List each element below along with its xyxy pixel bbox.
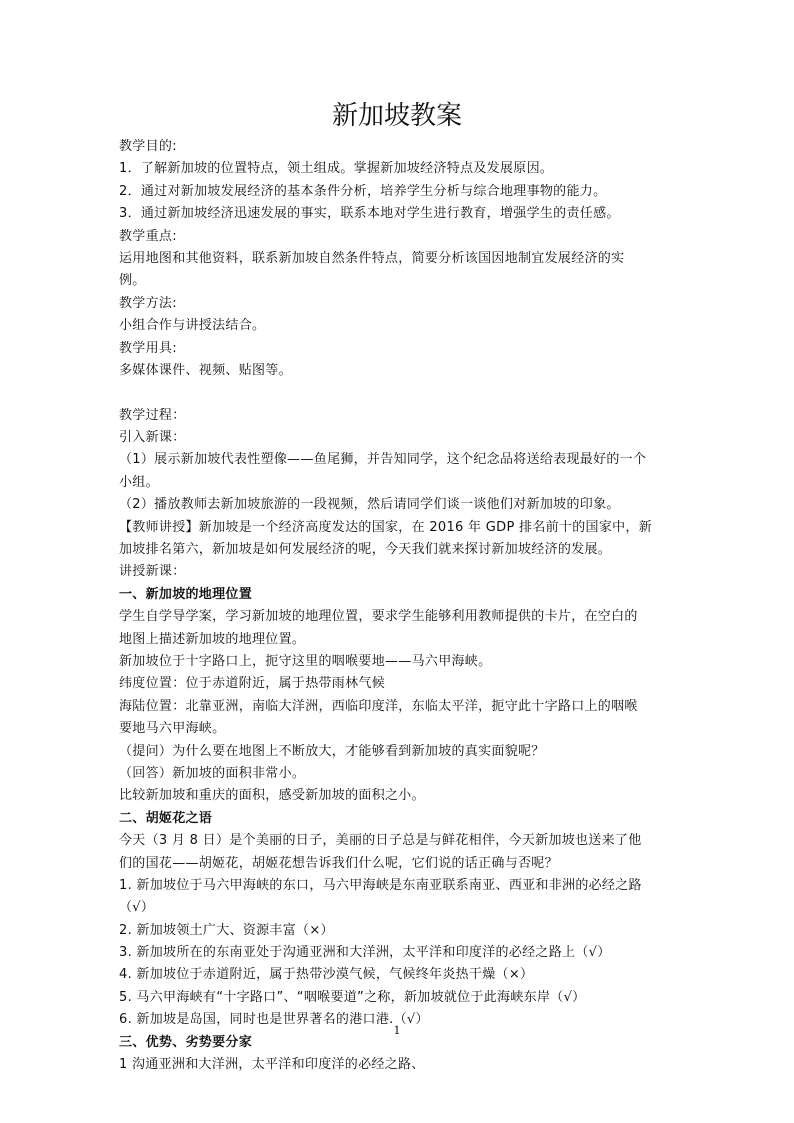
orchid-intro-line-2: 们的国花——胡姬花，胡姬花想告诉我们什么呢，它们说的话正确与否呢？ <box>119 855 558 871</box>
latitude-position: 纬度位置：位于赤道附近，属于热带雨林气候 <box>119 676 386 692</box>
answer-text: （回答）新加坡的面积非常小。 <box>119 765 306 781</box>
intro-label: 引入新课： <box>119 430 186 446</box>
advantage-1: 1 沟通亚洲和大洋洲，太平洋和印度洋的必经之路、 <box>119 1057 425 1073</box>
location-text-line-2: 地图上描述新加坡的地理位置。 <box>119 631 306 647</box>
heading-geographic-location: 一、新加坡的地理位置 <box>119 586 253 602</box>
section-label-objectives: 教学目的: <box>119 139 177 154</box>
document-body <box>119 136 679 1076</box>
objective-1: 1．了解新加坡的位置特点，领土组成。掌握新加坡经济特点及发展原因。 <box>119 161 554 177</box>
section-label-process: 教学过程： <box>119 407 186 423</box>
key-points-line-1: 运用地图和其他资料，联系新加坡自然条件特点，简要分析该国因地制宜发展经济的实 <box>119 250 625 266</box>
methods-text: 小组合作与讲授法结合。 <box>119 318 266 334</box>
tools-text: 多媒体课件、视频、贴图等。 <box>119 362 292 378</box>
objective-3: 3．通过新加坡经济迅速发展的事实，联系本地对学生进行教育，增强学生的责任感。 <box>119 206 620 222</box>
blank-line <box>119 382 679 404</box>
section-label-tools: 教学用具: <box>119 340 177 356</box>
statement-1-line-2: （√） <box>119 900 155 916</box>
question-text: （提问）为什么要在地图上不断放大，才能够看到新加坡的真实面貌呢？ <box>119 743 545 759</box>
teacher-lecture-line-2: 加坡排名第六，新加坡是如何发展经济的呢，今天我们就来探讨新加坡经济的发展。 <box>119 542 612 558</box>
location-text-line-3: 新加坡位于十字路口上，扼守这里的咽喉要地——马六甲海峡。 <box>119 653 492 669</box>
location-text-line-1: 学生自学导学案，学习新加坡的地理位置，要求学生能够利用教师提供的卡片，在空白的 <box>119 609 638 625</box>
land-sea-position-line-2: 要地马六甲海峡。 <box>119 721 226 737</box>
intro-step-2: （2）播放教师去新加坡旅游的一段视频，然后请同学们谈一谈他们对新加坡的印象。 <box>119 497 620 513</box>
document-title: 新加坡教案 <box>331 101 462 131</box>
objective-2: 2．通过对新加坡发展经济的基本条件分析，培养学生分析与综合地理事物的能力。 <box>119 183 607 199</box>
land-sea-position-line-1: 海陆位置：北靠亚洲，南临大洋洲，西临印度洋，东临太平洋，扼守此十字路口上的咽喉 <box>119 698 638 714</box>
key-points-line-2: 例。 <box>119 273 146 289</box>
orchid-intro-line-1: 今天（3 月 8 日）是个美丽的日子，美丽的日子总是与鲜花相伴，今天新加坡也送来了他 <box>119 833 642 849</box>
statement-4: 4. 新加坡位于赤道附近，属于热带沙漠气候，气候终年炎热干燥（×） <box>119 967 534 983</box>
page-number: 1 <box>393 1024 401 1037</box>
statement-1-line-1: 1. 新加坡位于马六甲海峡的东口，马六甲海峡是东南亚联系南亚、西亚和非洲的必经之路 <box>119 877 642 893</box>
statement-3: 3. 新加坡所在的东南亚处于沟通亚洲和大洋洲，太平洋和印度洋的必经之路上（√） <box>119 945 611 961</box>
section-label-methods: 教学方法: <box>119 295 177 311</box>
intro-step-1-line-2: 小组。 <box>119 474 159 490</box>
heading-advantages: 三、优势、劣势要分家 <box>119 1034 253 1050</box>
heading-orchid: 二、胡姬花之语 <box>119 810 213 826</box>
intro-step-1-line-1: （1）展示新加坡代表性塑像——鱼尾狮，并告知同学，这个纪念品将送给表现最好的一个 <box>119 452 647 468</box>
statement-2: 2. 新加坡领土广大、资源丰富（×） <box>119 922 334 938</box>
teacher-lecture-line-1: 【教师讲授】新加坡是一个经济高度发达的国家，在 2016 年 GDP 排名前十的国家中，新 <box>119 519 653 535</box>
statement-6: 6. 新加坡是岛国，同时也是世界著名的港口港.（√） <box>119 1012 429 1028</box>
new-lesson-label: 讲授新课： <box>119 564 186 580</box>
comparison-text: 比较新加坡和重庆的面积，感受新加坡的面积之小。 <box>119 788 425 804</box>
statement-5: 5. 马六甲海峡有“十字路口”、“咽喉要道”之称，新加坡就位于此海峡东岸（√） <box>119 989 586 1005</box>
section-label-key-points: 教学重点: <box>119 228 177 244</box>
